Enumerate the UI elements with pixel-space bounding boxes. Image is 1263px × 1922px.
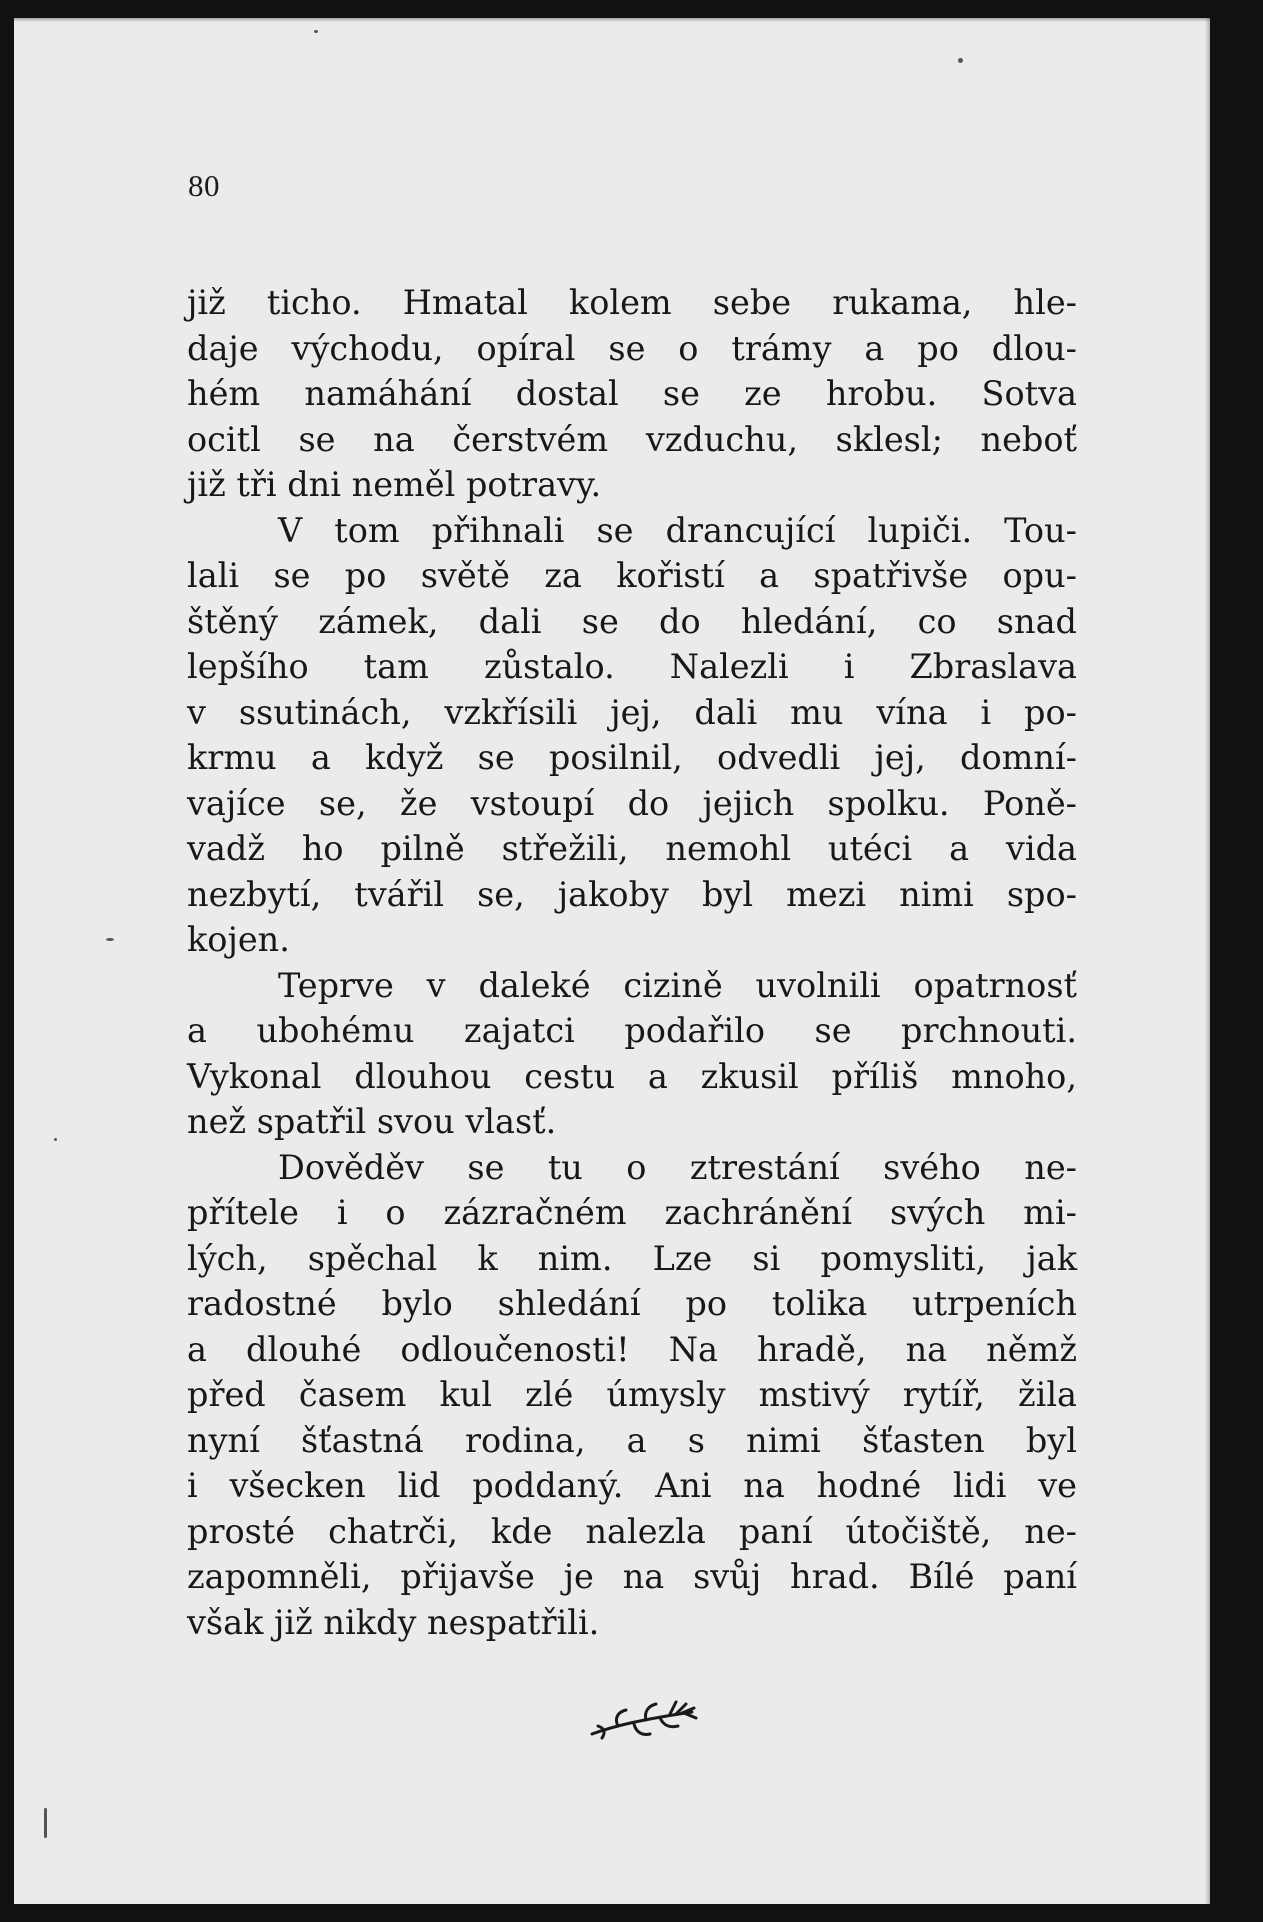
book-page bbox=[14, 18, 1210, 1904]
text-line: přítele i o zázračném zachránění svých mi- bbox=[187, 1193, 1077, 1232]
text-body bbox=[187, 280, 1077, 1645]
text-line: lali se po světě za kořistí a spatřivše opu- bbox=[187, 556, 1077, 595]
text-line: v ssutinách, vzkřísili jej, dali mu vína i po- bbox=[187, 692, 1077, 732]
text-line: nyní šťastná rodina, a s nimi šťasten byl bbox=[187, 1420, 1077, 1460]
text-line: Vykonal dlouhou cestu a zkusil příliš mnoho, bbox=[187, 1056, 1077, 1096]
paper-speck bbox=[44, 1808, 47, 1838]
text-line: krmu a když se posilnil, odvedli jej, domní- bbox=[187, 738, 1077, 777]
text-line: a ubohému zajatci podařilo se prchnouti. bbox=[187, 1011, 1077, 1050]
floral-branch-icon bbox=[584, 1698, 704, 1744]
text-line: než spatřil svou vlasť. bbox=[187, 1102, 557, 1141]
text-line: i všecken lid poddaný. Ani na hodné lidi ve bbox=[187, 1466, 1077, 1505]
text-line: štěný zámek, dali se do hledání, co snad bbox=[187, 601, 1077, 641]
text-line: ocitl se na čerstvém vzduchu, sklesl; neboť bbox=[187, 419, 1077, 459]
text-line: radostné bylo shledání po tolika utrpeních bbox=[187, 1284, 1077, 1323]
text-line: Teprve v daleké cizině uvolnili opatrnosť bbox=[278, 965, 1077, 1005]
paper-speck bbox=[54, 1138, 57, 1141]
text-line: již tři dni neměl potravy. bbox=[187, 465, 602, 504]
text-line: lých, spěchal k nim. Lze si pomysliti, jak bbox=[187, 1238, 1077, 1278]
text-line: V tom přihnali se drancující lupiči. Tou- bbox=[278, 510, 1077, 550]
page-number: 80 bbox=[188, 168, 220, 203]
text-line: prosté chatrči, kde nalezla paní útočiště, ne- bbox=[187, 1511, 1077, 1551]
text-line: nezbytí, tvářil se, jakoby byl mezi nimi spo- bbox=[187, 874, 1077, 914]
text-line: zapomněli, přijavše je na svůj hrad. Bílé paní bbox=[187, 1557, 1077, 1596]
paper-speck bbox=[106, 938, 114, 941]
text-line: však již nikdy nespatřili. bbox=[187, 1602, 600, 1642]
paper-speck bbox=[314, 30, 318, 33]
text-line: vajíce se, že vstoupí do jejich spolku. Poně- bbox=[187, 783, 1077, 823]
text-line: kojen. bbox=[187, 920, 290, 959]
text-line: vadž ho pilně střežili, nemohl utéci a vida bbox=[187, 829, 1077, 868]
page-right-edge bbox=[1205, 18, 1210, 1904]
text-line: již ticho. Hmatal kolem sebe rukama, hle- bbox=[187, 283, 1077, 322]
text-line: hém namáhání dostal se ze hrobu. Sotva bbox=[187, 374, 1077, 413]
text-line: Dověděv se tu o ztrestání svého ne- bbox=[278, 1147, 1077, 1187]
page-top-edge bbox=[14, 18, 1210, 22]
text-line: a dlouhé odloučenosti! Na hradě, na němž bbox=[187, 1329, 1077, 1369]
text-line: daje východu, opíral se o trámy a po dlou- bbox=[187, 328, 1077, 368]
paper-speck bbox=[958, 58, 963, 63]
text-line: před časem kul zlé úmysly mstivý rytíř, žila bbox=[187, 1375, 1077, 1414]
text-line: lepšího tam zůstalo. Nalezli i Zbraslava bbox=[187, 647, 1077, 686]
